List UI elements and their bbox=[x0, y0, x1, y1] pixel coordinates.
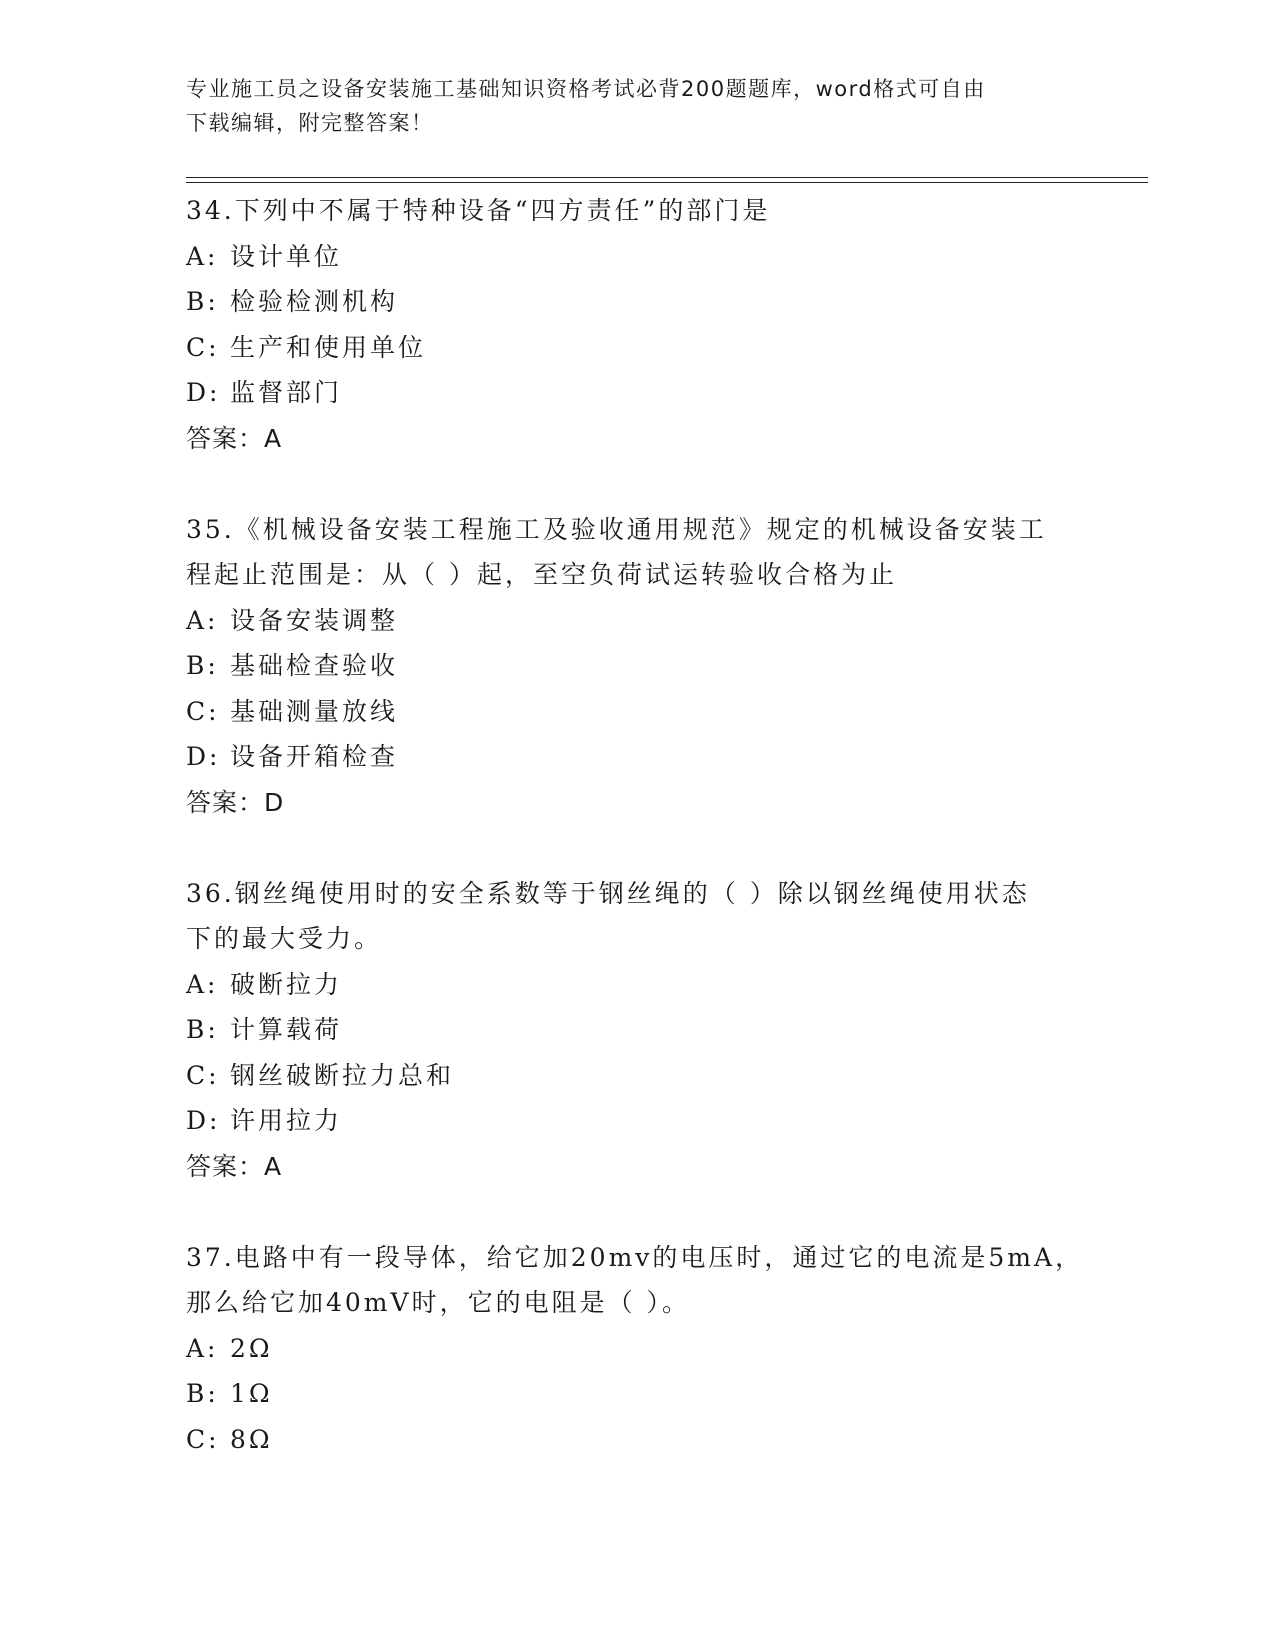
option-text: 设备开箱检查 bbox=[230, 742, 399, 771]
option-a bbox=[186, 234, 1086, 280]
option-text: 1Ω bbox=[230, 1379, 273, 1408]
header-line-2: 下载编辑，附完整答案！ bbox=[186, 111, 434, 135]
option-text: 计算载荷 bbox=[230, 1015, 343, 1044]
question-stem-line-2: 程起止范围是：从（ ）起，至空负荷试运转验收合格为止 bbox=[186, 560, 897, 589]
option-letter: A: bbox=[186, 1333, 219, 1363]
question-36 bbox=[186, 871, 1086, 1190]
option-letter: D: bbox=[186, 1106, 221, 1135]
question-34 bbox=[186, 188, 1086, 461]
option-a bbox=[186, 598, 1086, 644]
option-b bbox=[186, 1007, 1086, 1053]
option-text: 监督部门 bbox=[230, 378, 343, 407]
option-d bbox=[186, 370, 1086, 416]
option-letter: B: bbox=[186, 651, 219, 680]
header-divider-bottom bbox=[186, 182, 1148, 183]
option-b bbox=[186, 643, 1086, 689]
option-text: 破断拉力 bbox=[230, 969, 343, 999]
option-text: 设计单位 bbox=[230, 241, 343, 271]
question-stem-line-1: 35.《机械设备安装工程施工及验收通用规范》规定的机械设备安装工 bbox=[186, 514, 1047, 544]
option-letter: B: bbox=[186, 1379, 219, 1408]
answer-label: 答案：D bbox=[186, 787, 285, 817]
option-letter: C: bbox=[186, 332, 220, 362]
option-letter: C: bbox=[186, 1060, 220, 1090]
option-a bbox=[186, 1326, 1086, 1372]
option-c bbox=[186, 1417, 1086, 1463]
option-letter: C: bbox=[186, 696, 220, 726]
header-line-1: 专业施工员之设备安装施工基础知识资格考试必背200题题库，word格式可自由 bbox=[186, 77, 986, 101]
option-b bbox=[186, 279, 1086, 325]
option-d bbox=[186, 734, 1086, 780]
option-text: 生产和使用单位 bbox=[230, 332, 427, 362]
option-letter: D: bbox=[186, 378, 221, 407]
question-stem-line-1: 36.钢丝绳使用时的安全系数等于钢丝绳的（ ）除以钢丝绳使用状态 bbox=[186, 878, 1030, 908]
question-stem-line-2: 下的最大受力。 bbox=[186, 924, 383, 953]
option-a bbox=[186, 962, 1086, 1008]
option-text: 2Ω bbox=[230, 1333, 273, 1363]
option-letter: A: bbox=[186, 241, 219, 271]
answer-label: 答案：A bbox=[186, 1151, 283, 1181]
option-letter: A: bbox=[186, 605, 219, 635]
option-letter: B: bbox=[186, 1015, 219, 1044]
option-letter: C: bbox=[186, 1424, 220, 1454]
option-letter: A: bbox=[186, 969, 219, 999]
option-d bbox=[186, 1098, 1086, 1144]
option-text: 钢丝破断拉力总和 bbox=[230, 1060, 455, 1090]
document-header bbox=[186, 72, 1066, 140]
option-text: 基础检查验收 bbox=[230, 651, 399, 680]
option-text: 许用拉力 bbox=[230, 1106, 343, 1135]
question-list bbox=[186, 188, 1086, 1462]
option-text: 8Ω bbox=[230, 1424, 273, 1454]
answer-label: 答案：A bbox=[186, 423, 283, 453]
option-text: 基础测量放线 bbox=[230, 696, 399, 726]
header-divider-top bbox=[186, 177, 1148, 178]
option-text: 设备安装调整 bbox=[230, 605, 399, 635]
question-stem-line-1: 37.电路中有一段导体，给它加20mv的电压时，通过它的电流是5mA， bbox=[186, 1242, 1084, 1272]
option-letter: B: bbox=[186, 287, 219, 316]
question-37 bbox=[186, 1235, 1086, 1463]
option-text: 检验检测机构 bbox=[230, 287, 399, 316]
question-stem-line-2: 那么给它加40mV时，它的电阻是（ ）。 bbox=[186, 1288, 691, 1317]
option-c bbox=[186, 325, 1086, 371]
question-35 bbox=[186, 507, 1086, 826]
option-c bbox=[186, 1053, 1086, 1099]
option-letter: D: bbox=[186, 742, 221, 771]
question-stem: 34.下列中不属于特种设备“四方责任”的部门是 bbox=[186, 196, 771, 225]
option-c bbox=[186, 689, 1086, 735]
option-b bbox=[186, 1371, 1086, 1417]
